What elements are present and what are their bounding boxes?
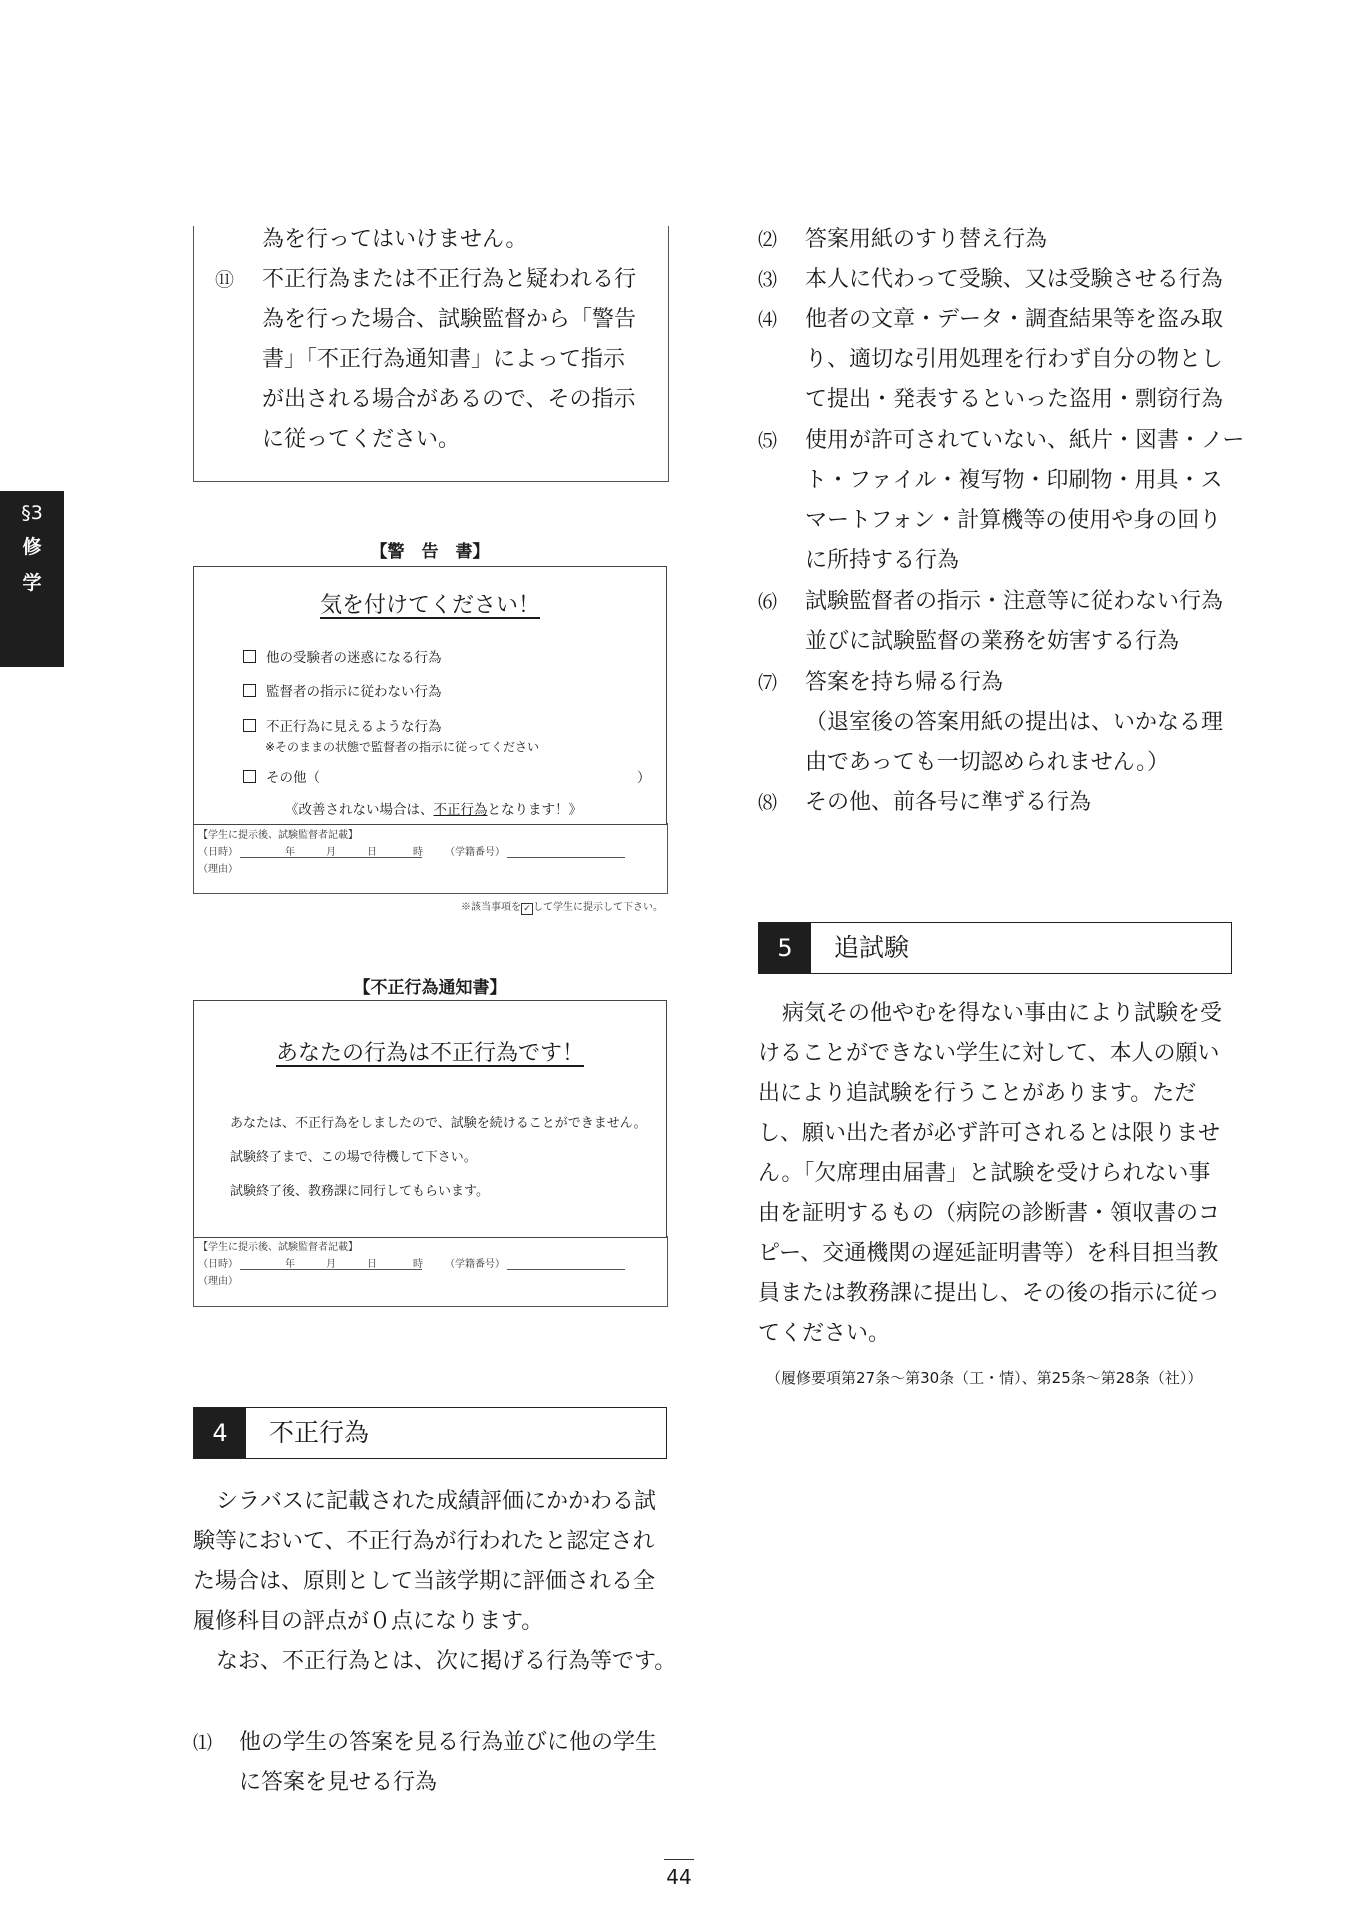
item-4-line: 他者の文章・データ・調査結果等を盗み取 [805, 307, 1224, 332]
rules-line: に従ってください。 [262, 427, 461, 452]
section-5-line: けることができない学生に対して、本人の願い [758, 1041, 1220, 1066]
misconduct-form-headline: あなたの行為は不正行為です！ [275, 1041, 584, 1066]
page-number: 44 [666, 1865, 692, 1889]
warning-closing-prefix: 《改善されない場合は、 [285, 802, 434, 818]
rules-line: 書」「不正行為通知書」によって指示 [262, 347, 626, 372]
section-4-line: 履修科目の評点が０点になります。 [193, 1609, 544, 1634]
section-4-line: シラバスに記載された成績評価にかかわる試 [216, 1489, 657, 1514]
item-number-8: ⑻ [758, 792, 778, 814]
student-no-underline [507, 1269, 625, 1270]
side-tab-section: §3 [21, 502, 43, 524]
item-5-line: マートフォン・計算機等の使用や身の回り [805, 508, 1222, 533]
item-4-line: て提出・発表するといった盗用・剽窃行為 [805, 387, 1224, 412]
warning-checkbox-item [243, 715, 442, 735]
section-4-heading [193, 1407, 667, 1459]
date-hour: 時 [413, 847, 423, 858]
misconduct-line: 試験終了まで、この場で待機して下さい。 [230, 1150, 477, 1165]
warning-other-close: ） [637, 770, 651, 786]
item-5-line: に所持する行為 [805, 548, 960, 573]
footnote-suffix: して学生に提示して下さい。 [533, 902, 663, 913]
warning-date-label: （日時） [198, 847, 238, 858]
section-4-number: 4 [194, 1408, 246, 1458]
rules-line: が出される場合があるので、その指示 [262, 387, 636, 412]
item-number-5: ⑸ [758, 430, 778, 452]
item-6-line: 試験監督者の指示・注意等に従わない行為 [805, 589, 1224, 614]
warning-item-label: 監督者の指示に従わない行為 [266, 684, 442, 700]
warning-item-note: ※そのままの状態で監督者の指示に従ってください [265, 740, 540, 754]
section-4-line: 験等において、不正行為が行われたと認定され [193, 1529, 655, 1554]
item-7-line: 由であっても一切認められません。） [805, 750, 1170, 775]
date-year: 年 [285, 1259, 295, 1270]
item-8-line: その他、前各号に準ずる行為 [805, 790, 1092, 815]
section-5-number: 5 [759, 923, 811, 973]
student-no-label: （学籍番号） [445, 1259, 505, 1270]
date-month: 月 [326, 847, 336, 858]
checkbox-icon [243, 684, 256, 697]
warning-item-label: 不正行為に見えるような行為 [266, 719, 442, 735]
date-hour: 時 [413, 1259, 423, 1270]
warning-checkbox-item [243, 646, 442, 666]
checkbox-icon [243, 770, 256, 783]
item-5-line: ト・ファイル・複写物・印刷物・用具・ス [805, 468, 1223, 493]
page-number-rule [664, 1859, 694, 1860]
warning-reason-label: （理由） [198, 864, 238, 875]
section-5-line: 病気その他やむを得ない事由により試験を受 [782, 1001, 1223, 1026]
item-number-1: ⑴ [193, 1732, 213, 1754]
item-number-6: ⑹ [758, 591, 778, 613]
date-day: 日 [367, 847, 377, 858]
date-day: 日 [367, 1259, 377, 1270]
date-month: 月 [326, 1259, 336, 1270]
misconduct-record-label: 【学生に提示後、試験監督者記載】 [198, 1242, 358, 1253]
checkbox-icon [243, 719, 256, 732]
item-number-7: ⑺ [758, 672, 778, 694]
section-5-line: ん。「欠席理由届書」と試験を受けられない事 [758, 1161, 1211, 1186]
warning-checkbox-item [243, 680, 442, 700]
warning-footnote [461, 898, 663, 915]
item-4-line: り、適切な引用処理を行わず自分の物とし [805, 347, 1224, 372]
rules-line: 為を行った場合、試験監督から「警告 [262, 307, 637, 332]
section-5-heading [758, 922, 1232, 974]
item-1-line: 他の学生の答案を見る行為並びに他の学生 [239, 1730, 658, 1755]
checkbox-icon [243, 650, 256, 663]
section-4-title: 不正行為 [269, 1418, 370, 1447]
checked-box-icon: ✓ [521, 903, 533, 915]
student-no-label: （学籍番号） [445, 847, 505, 858]
item-number-2: ⑵ [758, 229, 778, 251]
student-no-underline [507, 857, 625, 858]
misconduct-line: あなたは、不正行為をしましたので、試験を続けることができません。 [230, 1116, 647, 1131]
misconduct-form-caption: 【不正行為通知書】 [353, 978, 507, 998]
item-number-4: ⑷ [758, 309, 778, 331]
date-year: 年 [285, 847, 295, 858]
section-4-line: た場合は、原則として当該学期に評価される全 [193, 1569, 656, 1594]
warning-item-label: その他（ [266, 770, 320, 786]
section-5-line: 出により追試験を行うことがあります。ただ [758, 1081, 1197, 1106]
warning-item-label: 他の受験者の迷惑になる行為 [266, 650, 442, 666]
section-4-line: なお、不正行為とは、次に掲げる行為等です。 [216, 1649, 677, 1674]
misconduct-reason-label: （理由） [198, 1276, 238, 1287]
warning-form-headline: 気を付けてください！ [319, 593, 540, 618]
item-3-line: 本人に代わって受験、又は受験させる行為 [805, 267, 1223, 292]
item-7-line: 答案を持ち帰る行為 [805, 670, 1004, 695]
misconduct-line: 試験終了後、教務課に同行してもらいます。 [230, 1184, 489, 1199]
misconduct-date-label: （日時） [198, 1259, 238, 1270]
warning-closing-underlined: 不正行為 [433, 802, 488, 818]
section-5-line: ピー、交通機関の遅延証明書等）を科目担当教 [758, 1241, 1219, 1266]
item-7-line: （退室後の答案用紙の提出は、いかなる理 [805, 710, 1224, 735]
side-tab-char-2: 学 [22, 572, 42, 594]
item-1-line: に答案を見せる行為 [239, 1770, 438, 1795]
item-6-line: 並びに試験監督の業務を妨害する行為 [805, 629, 1180, 654]
rule-number-11: ⑪ [215, 269, 235, 291]
warning-checkbox-item [243, 766, 320, 786]
item-2-line: 答案用紙のすり替え行為 [805, 227, 1048, 252]
section-5-line: 員または教務課に提出し、その後の指示に従っ [758, 1281, 1221, 1306]
warning-record-label: 【学生に提示後、試験監督者記載】 [198, 830, 358, 841]
section-5-line: 由を証明するもの（病院の診断書・領収書のコ [758, 1201, 1221, 1226]
warning-closing-suffix: となります！》 [487, 802, 582, 818]
section-5-title: 追試験 [834, 933, 910, 962]
rules-line: 不正行為または不正行為と疑われる行 [262, 267, 637, 292]
section-5-reference: （履修要項第27条〜第30条（工・情）、第25条〜第28条（社）） [766, 1369, 1203, 1387]
section-side-tab [0, 491, 64, 667]
section-5-line: てください。 [758, 1321, 891, 1346]
warning-closing-line [285, 798, 582, 818]
side-tab-char-1: 修 [22, 536, 42, 558]
item-number-3: ⑶ [758, 269, 778, 291]
rules-line: 為を行ってはいけません。 [262, 227, 528, 252]
section-5-line: し、願い出た者が必ず許可されるとは限りませ [758, 1121, 1221, 1146]
item-5-line: 使用が許可されていない、紙片・図書・ノー [805, 428, 1245, 453]
warning-form-caption: 【警 告 書】 [370, 542, 490, 562]
footnote-prefix: ※該当事項を [461, 902, 521, 913]
